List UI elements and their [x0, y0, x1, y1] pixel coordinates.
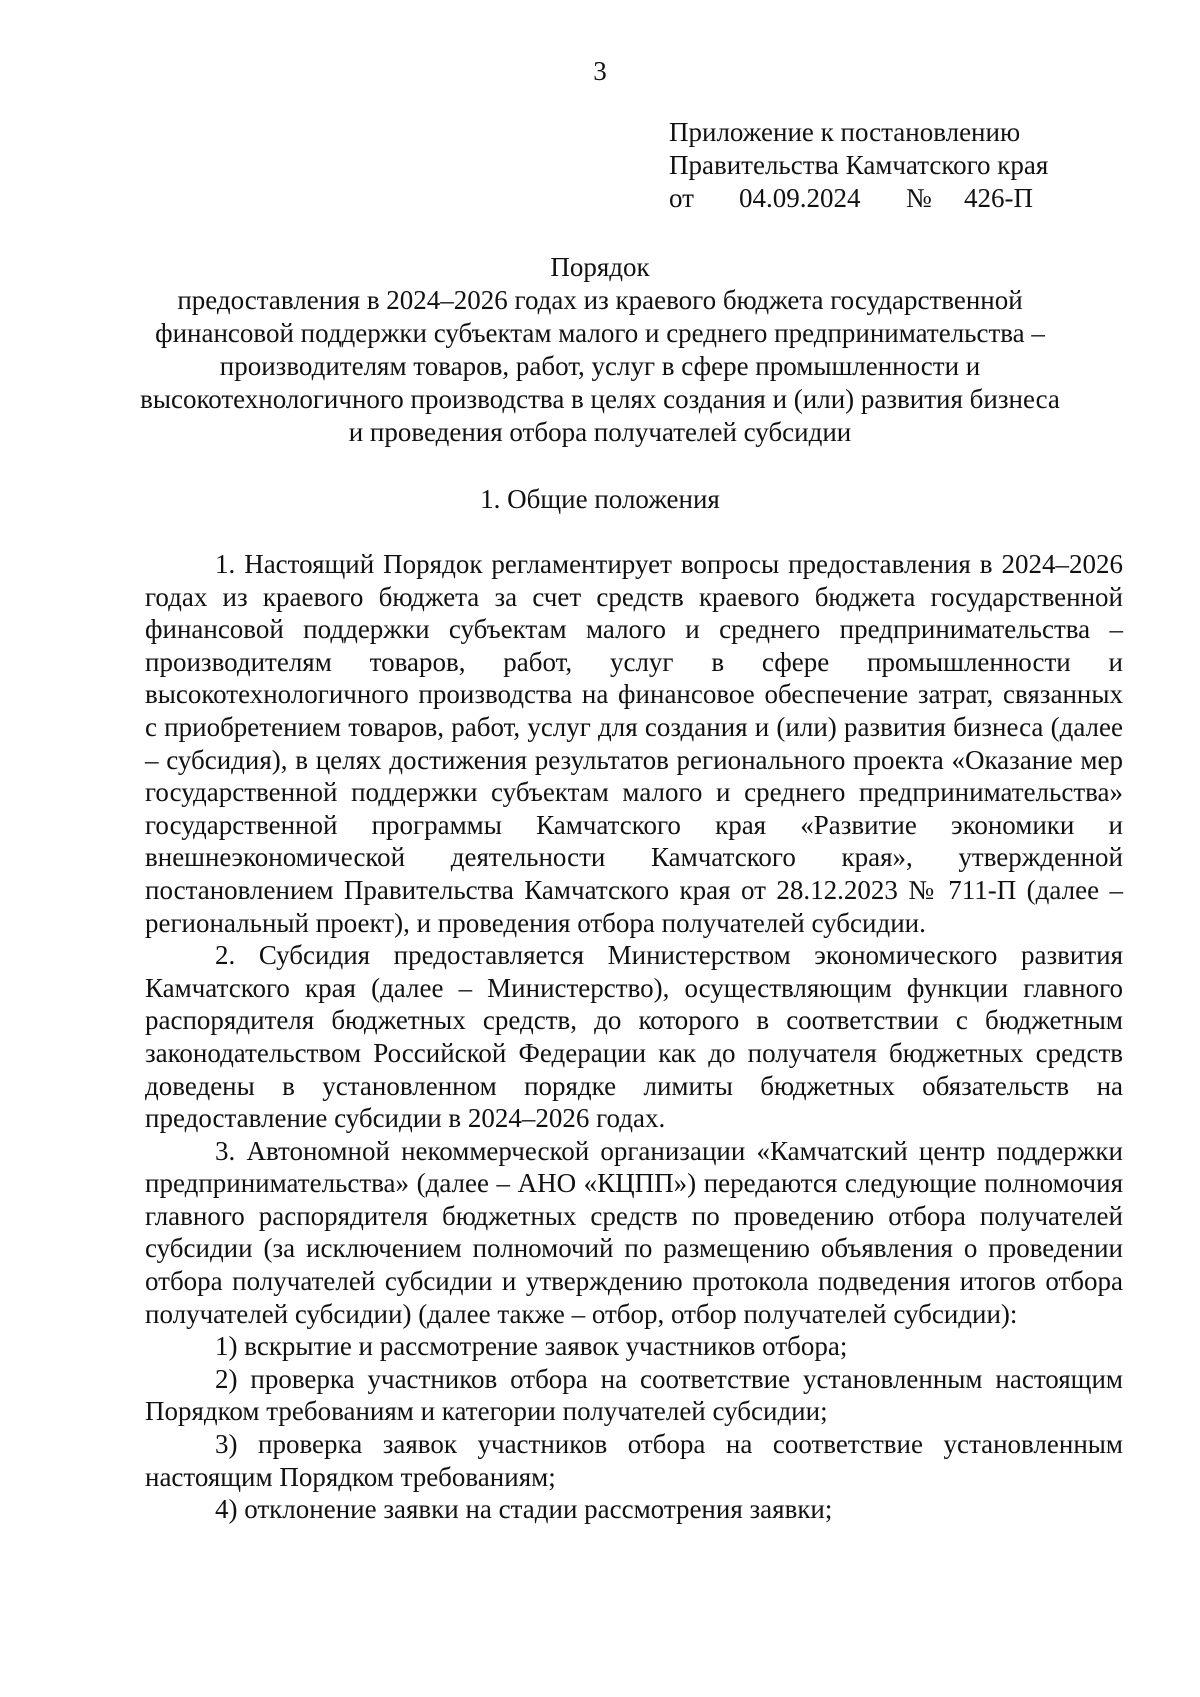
- appendix-header: [669, 116, 1129, 215]
- title-line-2: предоставления в 2024–2026 годах из краевого бюджета государственной: [177, 285, 1023, 315]
- paragraph-3: 3. Автономной некоммерческой организации «Камчатский центр поддержки предпринимательства» (далее – АНО «КЦПП») передаются следующие полномочия главного распорядителя бюджетных средств по проведению отбора получателей субсидии (за исключением полномочий по размещению объявления о проведении отбора получателей субсидии и утверждению протокола подведения итогов отбора получателей субсидии) (далее также – отбор, отбор получателей субсидии):: [145, 1135, 1123, 1329]
- list-item-1: 1) вскрытие и рассмотрение заявок участников отбора;: [215, 1331, 848, 1362]
- appendix-from-label: от: [669, 183, 694, 213]
- document-body: [145, 548, 1123, 1526]
- appendix-number: 426-П: [964, 183, 1033, 213]
- list-item-4: 4) отклонение заявки на стадии рассмотрения заявки;: [215, 1494, 833, 1525]
- page-number: 3: [593, 56, 607, 86]
- appendix-line-1: Приложение к постановлению: [669, 117, 1021, 147]
- appendix-line-2: Правительства Камчатского края: [669, 150, 1049, 180]
- title-line-4: производителям товаров, работ, услуг в сфере промышленности и: [219, 351, 981, 381]
- appendix-date-line: [669, 182, 1129, 215]
- title-line-3: финансовой поддержки субъектам малого и среднего предпринимательства –: [155, 318, 1045, 348]
- section-heading: 1. Общие положения: [480, 484, 720, 514]
- title-line-6: и проведения отбора получателей субсидии: [348, 417, 852, 447]
- document-title: [100, 251, 1100, 449]
- paragraph-2: 2. Субсидия предоставляется Министерством экономического развития Камчатского края (далее – Министерство), осуществляющим функции главного распорядителя бюджетных средств, до которого в соответствии с бюджетным законодательством Российской Федерации как до получателя бюджетных средств доведены в установленном порядке лимиты бюджетных обязательств на предоставление субсидии в 2024–2026 годах.: [145, 940, 1123, 1134]
- title-line-1: Порядок: [550, 252, 650, 282]
- paragraph-1: 1. Настоящий Порядок регламентирует вопросы предоставления в 2024–2026 годах из краевого бюджета за счет средств краевого бюджета государственной финансовой поддержки субъектам малого и среднего предпринимательства – производителям товаров, работ, услуг в сфере промышленности и высокотехнологичного производства на финансовое обеспечение затрат, связанных с приобретением товаров, работ, услуг для создания и (или) развития бизнеса (далее – субсидия), в целях достижения результатов регионального проекта «Оказание мер государственной поддержки субъектам малого и среднего предпринимательства» государственной программы Камчатского края «Развитие экономики и внешнеэкономической деятельности Камчатского края», утвержденной постановлением Правительства Камчатского края от 28.12.2023 № 711-П (далее – региональный проект), и проведения отбора получателей субсидии.: [145, 549, 1123, 938]
- title-line-5: высокотехнологичного производства в целях создания и (или) развития бизнеса: [140, 384, 1060, 414]
- list-item-3: 3) проверка заявок участников отбора на соответствие установленным настоящим Порядком требованиям;: [145, 1429, 1123, 1492]
- list-item-2: 2) проверка участников отбора на соответствие установленным настоящим Порядком требованиям и категории получателей субсидии;: [145, 1363, 1123, 1427]
- appendix-number-sign: №: [906, 183, 932, 213]
- appendix-date: 04.09.2024: [739, 183, 861, 213]
